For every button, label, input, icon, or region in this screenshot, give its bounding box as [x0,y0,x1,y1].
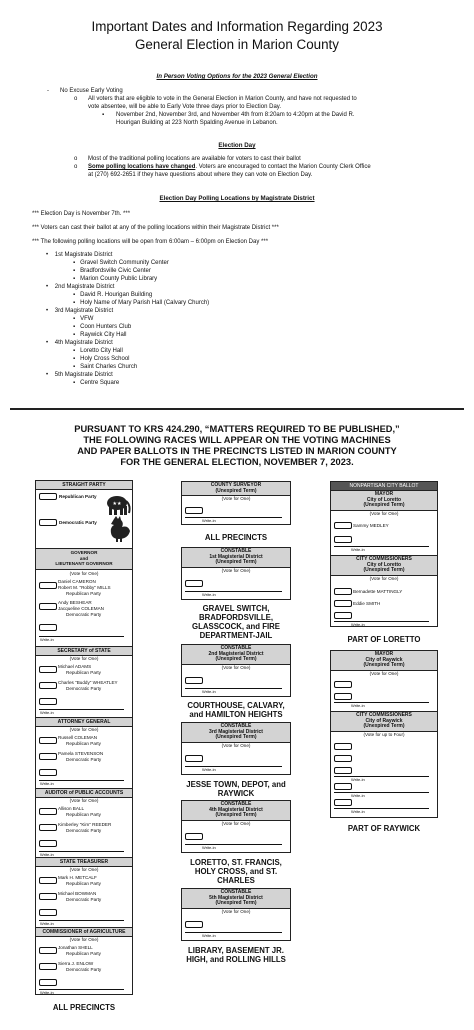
location: ▪ Gravel Switch Community Center [73,260,169,266]
candidate-name: Bernadette MATTINGLY [353,589,403,594]
sos-section [36,647,132,662]
party-label: Democratic Party [66,757,102,762]
party-label: Republican Party [66,591,101,596]
unexpired-label: (Unexpired Term) [215,487,257,494]
location: ▪ Coon Hunters Club [73,324,132,330]
district-4: • 4th Magistrate District [46,340,113,346]
ballot-oval[interactable] [334,743,352,750]
ballot-oval[interactable] [39,582,57,589]
constable-2-ballot [181,644,291,697]
commissioners-section [331,556,437,582]
ballot-oval[interactable] [39,737,57,744]
location: ▪ VFW [73,316,94,322]
krs-line-2: THE FOLLOWING RACES WILL APPEAR ON THE VOTING MACHINES [83,435,391,445]
write-in-label: Write-in [351,622,365,627]
constable-title: CONSTABLE [220,723,252,729]
ballot-oval[interactable] [39,603,57,610]
raywick-ballot [330,650,438,818]
ballot-oval[interactable] [39,840,57,847]
candidate-name: Robert M. "Robby" MILLS [58,585,111,590]
party-label: Republican Party [66,812,101,817]
write-in-label: Write-in [40,921,54,926]
party-label: Democratic Party [66,686,102,691]
ballot-oval[interactable] [39,877,57,884]
candidate-name: Mark H. METCALF [58,875,97,880]
ballot-oval[interactable] [334,522,352,529]
vote-for-one: (Vote for One) [369,510,399,516]
commissioners-title: CITY COMMISSIONERS [356,556,412,562]
candidate-name: Andy BESHEAR [58,600,92,605]
mayor-title: MAYOR [374,651,394,657]
constable-title: CONSTABLE [220,645,252,651]
write-in-line [334,621,429,622]
location: ▪ Holy Cross School [73,356,130,362]
district-label: 2nd Magisterial District [208,650,264,657]
constable-title: CONSTABLE [220,889,252,895]
district-list [46,251,346,387]
ballot-oval[interactable] [334,588,352,595]
candidate-name: Allison BALL [58,806,85,811]
agriculture-section [36,928,132,943]
vote-for-one: (Vote for One) [221,567,251,573]
governor-header [36,549,132,570]
lt-governor-title: LIEUTENANT GOVERNOR [55,561,113,567]
ballot-oval[interactable] [334,600,352,607]
write-in-line [185,517,282,518]
vote-for-one: (Vote for One) [221,908,251,914]
location: ▪ Bradfordsville Civic Center [73,268,151,274]
early-voting-text-2: vote absentee, will be able to Early Vote three days prior to Election Day. [88,104,281,110]
candidate-name: Jacqueline COLEMAN [58,606,104,611]
ballot-oval[interactable] [334,612,352,619]
vote-for-one: (Vote for One) [69,867,99,872]
left-caption: ALL PRECINCTS [52,1003,116,1012]
unexpired-label: (Unexpired Term) [215,559,257,565]
location: ▪ Centre Square [73,380,120,386]
location: ▪ Marion County Public Library [73,276,158,282]
mayor-header [331,491,437,511]
constable-header [182,889,290,909]
write-in-label: Write-in [351,547,365,552]
elephant-icon [104,493,132,517]
commissioners-header [331,712,437,732]
unexpired-label: (Unexpired Term) [363,723,405,729]
election-day-text-1: Most of the traditional polling locations are available for voters to cast their ballot [88,156,301,162]
write-in-label: Write-in [40,990,54,995]
city-label: City of Raywick [365,656,403,663]
governor-and: and [79,555,89,561]
ballot-oval[interactable] [334,767,352,774]
commissioners-title: CITY COMMISSIONERS [356,712,412,718]
write-in-line [334,808,429,809]
vote-for-one: (Vote for One) [69,798,99,803]
ballot-oval[interactable] [185,507,203,514]
location: ▪ David R. Hourigan Building [73,292,153,298]
vote-for-one: (Vote for One) [221,742,251,748]
ballot-oval[interactable] [39,698,57,705]
candidate-name: Charles "Buddy" WHEATLEY [58,680,118,685]
location: ▪ Loretto City Hall [73,348,123,354]
democratic-party-label: Democratic Party [59,520,97,525]
unexpired-label: (Unexpired Term) [215,812,257,818]
commissioners-header [331,556,437,576]
left-ballot [35,480,133,995]
ballot-oval[interactable] [334,681,352,688]
vote-up-to-four: (Vote for up to Four) [363,731,405,737]
vote-for-one: (Vote for One) [369,575,399,581]
constable-header [182,645,290,665]
constable-title: CONSTABLE [220,548,252,554]
unexpired-label: (Unexpired Term) [363,567,405,573]
ballot-oval[interactable] [39,769,57,776]
party-label: Republican Party [66,881,101,886]
write-in-label: Write-in [202,518,216,523]
location: ▪ Raywick City Hall [73,332,127,338]
constable-2-caption: COURTHOUSE, CALVARY, and HAMILTON HEIGHTS [187,701,285,719]
ballot-oval[interactable] [334,693,352,700]
constable-4-ballot [181,800,291,853]
constable-5-caption: LIBRARY, BASEMENT JR. HIGH, and ROLLING HILLS [186,946,286,964]
ballot-oval[interactable] [39,682,57,689]
write-in-label: Write-in [202,933,216,938]
early-voting-label: No Excuse Early Voting [60,88,123,94]
ballot-oval[interactable] [39,963,57,970]
ballot-oval[interactable] [185,921,203,928]
constable-title: CONSTABLE [220,801,252,807]
ballot-oval[interactable] [39,979,57,986]
krs-line-3: AND PAPER BALLOTS IN THE PRECINCTS LISTED IN MARION COUNTY [77,446,397,456]
write-in-line [185,766,282,767]
candidate-name: Kimberley "Kim" REEDER [58,822,112,827]
ballot-oval[interactable] [39,893,57,900]
krs-line-4: FOR THE GENERAL ELECTION, NOVEMBER 7, 2023. [120,457,354,467]
auditor-section [36,789,132,804]
commissioners-section [331,712,437,738]
treasurer-header: STATE TREASURER [36,858,132,867]
ballot-oval[interactable] [39,824,57,831]
party-label: Republican Party [66,670,101,675]
candidate-name: Sierra J. ENLOW [58,961,94,966]
mayor-title: MAYOR [374,491,394,497]
loretto-caption: PART OF LORETTO [347,635,421,644]
constable-3-ballot [181,722,291,775]
district-2: • 2nd Magistrate District [46,284,115,290]
party-label: Democratic Party [66,897,102,902]
write-in-label: Write-in [351,703,365,708]
bullet-square: ▪ [102,112,105,118]
vote-for-one: (Vote for One) [369,670,399,676]
mayor-header [331,651,437,671]
vote-for-one: (Vote for One) [221,496,251,501]
raywick-caption: PART OF RAYWICK [347,824,421,833]
ballot-oval[interactable] [39,493,57,500]
ballot-oval[interactable] [334,755,352,762]
polling-note-2: *** Voters can cast their ballot at any of the polling locations within their Magistrate District *** [32,225,279,231]
write-in-label: Write-in [202,845,216,850]
location: ▪ Holy Name of Mary Parish Hall (Calvary Church) [73,300,210,306]
ballot-oval[interactable] [334,536,352,543]
election-day-text-2: Some polling locations have changed. Voters are encouraged to contact the Marion County Clerk Office [88,164,371,170]
vote-for-one: (Vote for One) [221,664,251,670]
polling-heading: Election Day Polling Locations by Magistrate District [159,195,315,202]
write-in-line [334,776,429,777]
ag-header: ATTORNEY GENERAL [36,718,132,727]
party-label: Republican Party [66,741,101,746]
governor-title: GOVERNOR [70,550,98,555]
agriculture-header: COMMISSIONER of AGRICULTURE [36,928,132,937]
ballot-oval[interactable] [185,580,203,587]
page-subtitle: General Election in Marion County [135,37,339,52]
write-in-line [334,792,429,793]
write-in-line [185,932,282,933]
write-in-line [185,688,282,689]
write-in-label: Write-in [202,767,216,772]
bullet-dash: - [47,88,49,94]
candidate-name: Michael ADAMS [58,664,92,669]
auditor-header: AUDITOR of PUBLIC ACCOUNTS [36,789,132,798]
constable-4-caption: LORETTO, ST. FRANCIS, HOLY CROSS, and ST. CHARLES [190,858,282,885]
election-day-text-3: at (270) 692-2651 if they have questions about where they can vote on Election Day. [88,172,313,178]
district-label: 3rd Magisterial District [209,728,263,735]
bullet-circle: o [74,156,78,162]
polling-note-1: *** Election Day is November 7th. *** [32,211,131,217]
candidate-name: Jonathan SHELL [58,945,93,950]
city-label: City of Loretto [366,496,402,503]
district-3: • 3rd Magistrate District [46,308,114,314]
ballot-oval[interactable] [39,808,57,815]
surveyor-title: COUNTY SURVEYOR [210,482,262,488]
write-in-label: Write-in [40,637,54,642]
straight-party-header: STRAIGHT PARTY [36,481,132,490]
candidate-name: Eddie SMITH [353,601,381,606]
sos-header: SECRETARY of STATE [36,647,132,656]
surveyor-ballot [181,481,291,525]
write-in-line [334,546,429,547]
district-label: 1st Magisterial District [209,553,263,560]
krs-line-1: PURSUANT TO KRS 424.290, “MATTERS REQUIRED TO BE PUBLISHED,” [74,424,400,434]
nonpartisan-header: NONPARTISAN CITY BALLOT [331,482,437,491]
write-in-label: Write-in [202,592,216,597]
constable-header [182,801,290,821]
party-label: Democratic Party [66,612,102,617]
constable-1-ballot [181,547,291,600]
svg-text:★★: ★★ [112,501,122,507]
party-label: Republican Party [66,951,101,956]
rooster-icon [106,515,132,543]
constable-3-caption: JESSE TOWN, DEPOT, and RAYWICK [186,780,286,798]
constable-header [182,548,290,568]
vote-for-one: (Vote for One) [69,571,99,576]
early-voting-location: Hourigan Building at 223 North Spalding Avenue in Lebanon. [116,120,278,126]
constable-header [182,723,290,743]
ag-section [36,718,132,733]
write-in-label: Write-in [351,793,365,798]
party-label: Democratic Party [66,967,102,972]
write-in-label: Write-in [40,710,54,715]
ballot-oval[interactable] [185,755,203,762]
election-day-heading: Election Day [218,142,256,149]
constable-5-ballot [181,888,291,941]
constable-1-caption: GRAVEL SWITCH, BRADFORDSVILLE, GLASSCOCK, and FIRE DEPARTMENT-JAIL [192,604,280,640]
ballot-oval[interactable] [39,909,57,916]
city-label: City of Raywick [365,717,403,724]
write-in-label: Write-in [40,852,54,857]
write-in-line [334,702,429,703]
ballot-oval[interactable] [39,947,57,954]
write-in-label: Write-in [351,809,365,814]
unexpired-label: (Unexpired Term) [215,734,257,740]
party-label: Democratic Party [66,828,102,833]
surveyor-caption: ALL PRECINCTS [204,533,268,542]
unexpired-label: (Unexpired Term) [363,502,405,508]
early-voting-text-1: All voters that are eligible to vote in the General Election in Marion County, and have not requested to [88,96,357,102]
city-label: City of Loretto [366,561,402,568]
in-person-heading: In Person Voting Options for the 2023 General Election [156,73,318,80]
unexpired-label: (Unexpired Term) [215,656,257,662]
ballot-oval[interactable] [334,799,352,806]
bullet-circle: o [74,164,78,170]
district-label: 5th Magisterial District [209,894,263,901]
write-in-line [185,591,282,592]
vote-for-one: (Vote for One) [69,937,99,942]
vote-for-one: (Vote for One) [221,820,251,826]
unexpired-label: (Unexpired Term) [363,662,405,668]
ballot-oval[interactable] [185,677,203,684]
polling-note-3: *** The following polling locations will be open from 6:00am – 6:00pm on Election Day *** [32,239,269,245]
section-divider [10,408,464,410]
candidate-name: Michael BOWMAN [58,891,97,896]
loretto-ballot [330,481,438,627]
candidate-name: Russell COLEMAN [58,735,98,740]
candidate-name: Sammy MEDLEY [353,523,389,528]
location: ▪ Saint Charles Church [73,364,138,370]
ballot-oval[interactable] [39,753,57,760]
treasurer-section [36,858,132,873]
ballot-oval[interactable] [334,783,352,790]
ballot-oval[interactable] [39,624,57,631]
candidate-name: Daniel CAMERON [58,579,96,584]
district-1: • 1st Magistrate District [46,252,113,258]
write-in-label: Write-in [202,689,216,694]
vote-for-one: (Vote for One) [69,656,99,661]
ballot-oval[interactable] [185,833,203,840]
early-voting-dates: November 2nd, November 3rd, and November 4th from 8:20am to 4:20pm at the David R. [116,112,355,118]
candidate-name: Pamela STEVENSON [58,751,104,756]
write-in-line [185,844,282,845]
district-label: 4th Magisterial District [209,806,263,813]
write-in-label: Write-in [40,781,54,786]
ballot-oval[interactable] [39,519,57,526]
ballot-oval[interactable] [39,666,57,673]
unexpired-label: (Unexpired Term) [215,900,257,906]
district-5: • 5th Magistrate District [46,372,113,378]
surveyor-header [182,482,290,496]
write-in-label: Write-in [351,777,365,782]
vote-for-one: (Vote for One) [69,727,99,732]
bullet-circle: o [74,96,78,102]
page-title: Important Dates and Information Regarding 2023 [91,19,383,34]
republican-party-label: Republican Party [59,494,97,499]
